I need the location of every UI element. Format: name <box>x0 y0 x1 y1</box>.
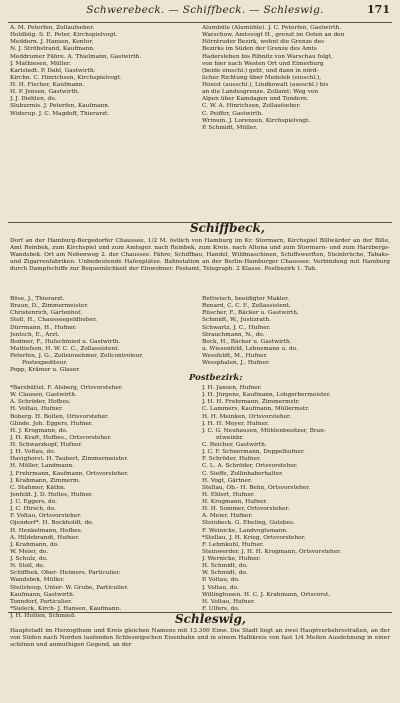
entry: C. Peiffer, Gastwirth. <box>202 110 264 117</box>
entry: C. Stahmer, Käthn. <box>10 484 66 491</box>
entry: Wrinum. J. Lorenzen, Kirchspielvogt. <box>202 117 311 124</box>
entry: Popp, Krämer u. Glaser. <box>10 367 81 374</box>
entry: H. H. Fischer, Kaufmann. <box>10 82 85 88</box>
entry: J. C. Eggers, do. <box>10 499 57 505</box>
entry: W. Meier, do. <box>10 548 49 555</box>
section-intro-schleswig: Hauptstadt im Herzogthum und Kreis gleichen Namens mit 13.300 Einw. Die Stadt liegt an zwei Hauptverkehrsstraßen, an der von Süden nach Norden laufenden Schleswigschen Eisenbahn und in einem Halbkreis von fast 1/4 Meilen Ausdehnung in einer schönen und anmuthigen Gegend, an der <box>10 628 390 648</box>
header-rule <box>8 22 392 23</box>
entry: C. Sieffe, Zollinhaberhalter. <box>202 470 284 477</box>
entry: H. Schmidt, do. <box>202 563 248 570</box>
entry: Jentsch, E., Arzt. <box>10 331 60 338</box>
entry: J. Krahmann, Zimmerm. <box>10 477 81 484</box>
page-header <box>0 0 400 22</box>
entry: N. Stoll, do. <box>10 563 45 570</box>
entry: Bodmer, F., Hufschmied u. Gastwirth. <box>10 338 121 345</box>
entry: Peterfen, J. G., Zolleinnehmer, Zollcontroleur, <box>10 353 144 359</box>
entry: Bezirks im Süden der Grenze des Amts <box>202 46 317 53</box>
entry: F. Lehmkuhl, Hufner. <box>202 541 264 548</box>
entry: Glinde. Joh. Eggers, Hufner. <box>10 420 93 427</box>
entry: A. Hildebrandt, Hufner. <box>10 534 80 541</box>
entry: Postexpediteur. <box>22 360 68 367</box>
entry: H. Henkelmann, Hofbes. <box>10 527 83 534</box>
entry: C. W. A. Hinrichsen, Zollaufseher. <box>202 103 301 110</box>
schiffbeck-right-column <box>202 296 392 367</box>
entry: Schwartz, J. C., Hufner. <box>202 324 271 331</box>
entry: Meddorn. J. Hansen, Kontor. <box>10 39 94 46</box>
entry: Hoeist (ausschl.), Lindkowalt (ausschl.) bis <box>202 82 329 88</box>
entry: A. Schröder, Hofbes. <box>10 399 71 406</box>
entry: Tonndorf, Particulier. <box>10 598 73 605</box>
entry: Stellau, Ob.- H. Behn, Ortsvorsteher. <box>202 484 311 491</box>
entry: an die Landesgrenze. Zollamt: Weg von <box>202 89 319 96</box>
entry: Steilshoop, Unter- W. Grube, Particulier. <box>10 584 129 591</box>
entry: Renard, C. C. F., Zollassistent. <box>202 303 291 310</box>
entry: F. Weinicke, Landvogtsmann. <box>202 527 288 534</box>
entry: licher Richtung über Medeleb (einschl.), <box>202 74 322 81</box>
entry: Widerup. J. C. Magdoff, Thierarzt. <box>10 110 110 117</box>
entry: A. Meier, Hufner. <box>202 513 253 520</box>
entry: Steinwerder. J. H. H. Krogmann, Ortsvorsteher. <box>202 548 342 555</box>
entry: J. H. Voltau, do. <box>10 449 56 456</box>
entry: Jenfeld. J. D. Holtes, Hufner. <box>10 491 93 498</box>
entry: C. L. A. Schröder, Ortsvorsteher. <box>202 463 298 470</box>
entry: J. Wernicke, Hufner. <box>202 556 261 562</box>
entry: u. Wiesenfeld, Lehnsmann u. do. <box>202 345 298 352</box>
entry: J. Schulz, do. <box>10 556 48 562</box>
entry: Rettwisch, beeidigter Makler. <box>202 296 290 302</box>
entry: N. J. Ströbstrand, Kaufmann. <box>10 46 95 53</box>
postbezirk-right-column <box>202 385 392 613</box>
entry: J. J. Diehlen, do. <box>10 96 57 103</box>
entry: P. Voltau, do. <box>202 577 240 584</box>
entry: H. Schwarzkopf, Hufner. <box>10 442 83 448</box>
entry: W. Clausen, Gastwirth. <box>10 392 77 399</box>
entry: *Stellau, J. H. Krieg, Ortsvorsteher. <box>202 534 306 541</box>
page-number: 171 <box>367 3 390 16</box>
entry: J. H. Jansen, Hufner. <box>202 385 262 391</box>
entry: J. Krahmann, do. <box>10 541 59 548</box>
entry: H. Ehlert, Hufner. <box>202 491 255 498</box>
entry: Wessphalen, J., Hufner. <box>202 360 270 367</box>
entry: J. Frehrmann, Kaufmann, Ortsvorsteher. <box>10 470 129 477</box>
entry: Braun, D., Zimmermeister. <box>10 303 89 310</box>
section-title-schiffbeck: Schiffbeck, <box>190 221 266 235</box>
entry: H. H. Sommer, Ortsvorsteher. <box>202 506 290 513</box>
entry: W. Schmidt, do. <box>202 570 248 577</box>
entry: Karlstedt. P. Dahl, Gastwirth. <box>10 67 96 74</box>
entry: H. Krogmann, Hufner. <box>202 499 268 505</box>
entry: C. Lammers, Kaufmann, Müllermstr. <box>202 406 310 413</box>
entry: Christenrich, Gartenhof. <box>10 310 82 317</box>
entry: H. Möller, Landmann. <box>10 463 75 470</box>
entry: Holdbüg. S. E. Peter, Kirchspielvogt. <box>10 32 118 39</box>
entry: H. P. Jensen, Gastwirth. <box>10 89 80 96</box>
entry: Boberg. H. Bolten, Ortsvorsteher. <box>10 413 109 420</box>
entry: F. Voltau, Ortsvorsteher. <box>10 513 82 520</box>
entry: H. H. Meinken, Ortsvorsteher. <box>202 413 292 420</box>
entry: J. Mathiesen, Müller. <box>10 60 71 67</box>
entry: Hadersleben bis Ribnitz von Warschau folgt, <box>202 53 333 60</box>
entry: H. Vogt, Gärtner. <box>202 477 252 484</box>
entry: H. Voltau, Hufner. <box>202 598 256 605</box>
entry: Mattiefsen, H. W. C. C., Zollassistent. <box>10 345 120 352</box>
entry: Bock, H., Bäcker u. Gastwirth. <box>202 338 292 345</box>
entry: A. M. Peterfen, Zollaufseher. <box>10 25 95 31</box>
entry: J. Voltau, do. <box>202 584 239 591</box>
entry: Schiffbek, Ober- Heimers. Particulier. <box>10 570 121 577</box>
schiffbeck-left-column <box>10 296 198 374</box>
entry: J. H. H. Frehrmann, Zimmermstr. <box>202 399 300 406</box>
entry: Böse, J., Thierarzt. <box>10 296 65 302</box>
entry: Kaufmann, Gastwirth. <box>10 591 75 598</box>
section-intro-schiffbeck: Dorf an der Hamburg-Bergedorfer Chaussee, 1/2 M. östlich von Hamburg im Kr. Stormarn, Kirchspiel Billwärder an der Bille, Amt Reinbek, zum Kirchspiel und zum Amtsger. nach Reinbek, zum Kreis. nach Altona und zum Stormarn- und zum Harzbergs-Wandsbek. Ort am Nebenweg 2. der Chaussee. Fähre, Schiffbau, Handel, Wildmaschinen, Schiffswerften, Steinbrüche, Tabaks- und Zigarrenfabriken. Unbedeutende Hafenplätze. Bahnstation an der Berlin-Hamburger Chaussee. Verbindung mit Hamburg durch Dampfschiffe zur Bequemlichkeit der Einwohner. Postamt, Telegraph. 2 Klasse. Postbezirk 1. Tab. <box>10 238 390 272</box>
entry: Stoll, H., Chausseegeldheber. <box>10 317 97 324</box>
entry: J. C. F. Schnermann, Doppelhufner. <box>202 449 305 456</box>
entry: *Sieleck, Kirch- J. Hansen, Kaufmann. <box>10 605 122 612</box>
entry: Rüscher, F., Bäcker u. Gastwirth. <box>202 310 299 317</box>
entry: P. Schmidt, Müller. <box>202 124 258 131</box>
entry: H. Voltau, Hufner. <box>10 406 64 413</box>
subsection-title-postbezirk: Postbezirk: <box>189 373 243 383</box>
running-head: Schwerebeck. — Schiffbeck. — Schleswig. <box>86 4 324 16</box>
entry: Ojendorf*. H. Bockholdt, do. <box>10 520 94 527</box>
entry: Willinghusen. H. C. J. Krahmann, Ortsvorst. <box>202 591 331 598</box>
entry: Steinbeck. G. Ebeling, Gutsbes. <box>202 520 295 527</box>
entry: Wessfeldt, M., Hufner. <box>202 353 268 359</box>
entry: von hier nach Westen Ort und Eimerburg <box>202 60 324 67</box>
entry: *Barsbüttel. F. Alsberg, Ortsvorsteher. <box>10 385 123 391</box>
entry: Dürrmann, H., Hufner. <box>10 324 77 331</box>
entry: Havighorst. H. Taubert, Zimmermeister. <box>10 456 129 463</box>
entry: J. C. Hirsch, do. <box>10 506 56 513</box>
entry: (beide einschl.) geht, und dann in nörd- <box>202 67 319 74</box>
entry: Alumbüle (Alumühle). J. C. Peterfen, Gastwirth. <box>202 25 342 31</box>
entry: Sluburmis. J. Peterfen, Kaufmann. <box>10 103 110 110</box>
entry: H. J. Krogmann, do. <box>10 427 68 434</box>
entry: C. Reicher, Gastwirth. <box>202 442 267 448</box>
entry: J. C. G. Neuhausen, Mühlenbesitzer, Bran- <box>202 427 326 434</box>
top-left-column <box>10 25 198 118</box>
entry: F. Ulfers, do. <box>202 605 240 612</box>
section-title-schleswig: Schleswig, <box>175 612 247 626</box>
entry: F. Schröder, Hufner. <box>202 456 262 463</box>
entry: J. H. Jürgens, Kaufmann, Lohgerbermeister. <box>202 392 331 399</box>
entry: J. H. Hutten, Schmied. <box>10 613 76 619</box>
entry: Alpen über Kamdagen und Tondern. <box>202 96 309 103</box>
entry: Meddrumer Fähre. A. Thielmann, Gastwirth. <box>10 53 142 60</box>
entry: Kirchn. C. Hinrichsen, Kirchspielvogt. <box>10 74 122 81</box>
top-right-column <box>202 25 392 132</box>
postbezirk-left-column <box>10 385 198 620</box>
entry: Schmidt, W., Justizrath. <box>202 317 271 324</box>
entry: ntweinbr. <box>216 434 244 441</box>
entry: Hörntruder Bezirk, wohnt die Grenze des <box>202 39 325 46</box>
entry: J. H. Kraft, Hofbes., Ortsvorsteher. <box>10 434 112 441</box>
entry: J. H. H. Meyer, Hufner. <box>202 420 270 427</box>
entry: Warschow. Amtsvogt H., grenzt im Osten an den <box>202 32 345 39</box>
entry: Strauchmann, N., do. <box>202 331 265 338</box>
entry: Wandsbek, Müller. <box>10 577 65 584</box>
